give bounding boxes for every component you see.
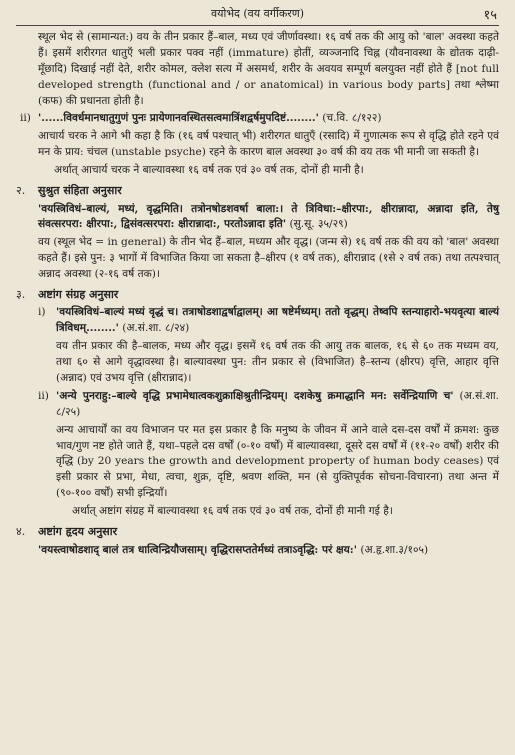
page-number: १५ [483,8,497,23]
sanskrit-quote: 'वयस्त्रिविधं–बाल्यं मध्यं वृद्धं च। तत्राषोडशाद्वर्षाद्वालम्। आ षष्टेर्मध्यम्। ततो वृद्धम्। तेष्वपि स्तन्याहारो-भयवृत्या बाल्यं त्रिविधम्........' [56,306,499,335]
sangrah-item-ii [38,389,499,502]
quote-reference: (च.वि. ८/१२२) [322,112,382,125]
section-title: अष्टांग हृदय अनुसार [38,525,118,539]
section-heading-ashtang-sangrah [16,287,499,304]
section-title: अष्टांग संग्रह अनुसार [38,287,119,301]
sushruta-explanation: वय (स्थूल भेद = in general) के तीन भेद हैं–बाल, मध्यम और वृद्ध। (जन्म से) १६ वर्ष तक की वय को 'बाल' अवस्था कहते हैं। इसे पुन: ३ भागों में विभाजित किया जा सकता है–क्षीरप (१ वर्ष तक), क्षीरान्नाद (१से २ वर्ष तक) तथा तत्पश्चात् अन्नाद अवस्था (२-१६ वर्ष तक)। [38,236,499,281]
section-heading-ashtang-hridaya [16,524,499,541]
sanskrit-quote: 'अन्ये पुनराहु:–बाल्ये वृद्धि प्रभामेधात्वकशुक्राक्षिश्रुतीन्द्रियम्। दशकेषु क्रमाद्धानि मन: सर्वेन्द्रियाणि च' [56,389,454,402]
charak-explanation: आचार्य चरक ने आगे भी कहा है कि (१६ वर्ष पश्चात् भी) शरीरगत धातुएँ (रसादि) में गुणात्मक रूप से वृद्धि होते रहने एवं मन के प्राय: चंचल (unstable psyche) रहने के कारण बाल अवस्था ३० वर्ष की वय तक भी मानी जा सकती है। [38,130,499,159]
item-number: ii) [38,389,49,402]
section-number: २. [16,184,26,198]
charak-conclusion: अर्थात् आचार्य चरक ने बाल्यावस्था १६ वर्ष तक एवं ३० वर्ष तक, दोनों ही मानी है। [54,164,364,177]
sanskrit-quote: '......विवर्धमानधातुगुणं पुनः प्रायेणानवस्थितसत्वमात्रिंशद्वर्षमुपदिष्टं........' [38,112,319,125]
quote-reference: (अ.हृ.शा.३/१०५) [360,543,429,556]
hridaya-quote: 'वयस्त्वाषोडशाद् बालं तत्र धात्विन्द्रियौजसाम्। वृद्धिरासप्ततेर्मध्यं तत्राऽवृद्धि: परं क्षय:' [38,543,357,556]
sangrah-conclusion: अर्थात् अष्टांग संग्रह में बाल्यावस्था १६ वर्ष तक एवं ३० वर्ष तक, दोनों ही मानी गई है। [72,505,393,518]
quote-reference: (अ.सं.शा. ८/२५) [56,389,499,418]
intro-paragraph: स्थूल भेद से (सामान्यत:) वय के तीन प्रकार हैं–बाल, मध्य एवं जीर्णावस्था। १६ वर्ष तक की आयु को 'बाल' अवस्था कहते हैं। इसमें शरीरगत धातुएँ भली प्रकार पक्व नहीं (immature) होतीं, व्यञ्जनादि चिह्न (यौवनावस्था के द्योतक दाढ़ी-मूँछादि) दिखाई नहीं देते, शरीर कोमल, क्लेश सत्य में असमर्थ, शरीर के अवयव सम्पूर्ण बलयुक्त नहीं होते हैं [not full developed strength (functional and / or anatomical) in various body parts] तथा श्लेष्मा (कफ) की प्रधानता होती है। [38,31,499,107]
section-heading-sushruta [16,183,499,200]
charak-quote-ii [20,111,499,127]
header-rule [16,25,499,26]
section-number: ४. [16,525,26,539]
section-number: ३. [16,287,26,301]
running-title: वयोभेद (वय वर्गीकरण) [210,7,305,20]
item-number: i) [38,306,46,319]
sangrah-ii-explanation: अन्य आचार्यों का वय विभाजन पर मत इस प्रकार है कि मनुष्य के जीवन में आने वाले दस-दस वर्षों में क्रमश: कुछ भाव/गुण नष्ट होते जाते हैं, यथा–पहले दस वर्षों (०-१० वर्षों) में बाल्यावस्था, दूसरे दस वर्षों में (११-२० वर्षों) शरीर की वृद्धि (by 20 years the growth and development property of human body ceases) एवं इसी प्रकार से प्रभा, मेधा, त्वचा, शुक्र, दृष्टि, श्रवण शक्ति, मन (से युक्तिपूर्वक सोचना-विचारना) तथा अन्त में (९०-१०० वर्षों) सभी इन्द्रियाँ। [56,423,499,500]
sushruta-quote: 'वयस्त्रिविधं–बाल्यं, मध्यं, वृद्धमिति। तत्रोनषोडशवर्षा बाला:। ते त्रिविधा:–क्षीरपा:, क्षीरान्नादा, अन्नादा इति, तेषु संवत्सरपरा: क्षीरपा:, द्विसंवत्सरपरा: क्षीरान्नादा:, परतोऽन्नादा इति' [38,202,499,231]
sangrah-item-i [38,305,499,386]
quote-reference: (अ.सं.शा. ८/२४) [122,322,190,335]
page-header [16,6,499,24]
quote-reference: (सु.सू. ३५/२९) [289,218,348,231]
item-number: ii) [20,112,31,125]
section-title: सुश्रुत संहिता अनुसार [38,184,122,198]
sangrah-i-explanation: वय तीन प्रकार की है–बालक, मध्य और वृद्ध। इसमें १६ वर्ष तक की आयु तक बालक, १६ से ६० तक मध्यम वय, तथा ६० से आगे वृद्धावस्था है। बाल्यावस्था पुन: तीन प्रकार से (विभाजित) है–स्तन्य (क्षीरप) वृत्ति, आहार वृत्ति (अन्नाद) एवं उभय वृत्ति (क्षीरान्नाद)। [56,340,499,385]
